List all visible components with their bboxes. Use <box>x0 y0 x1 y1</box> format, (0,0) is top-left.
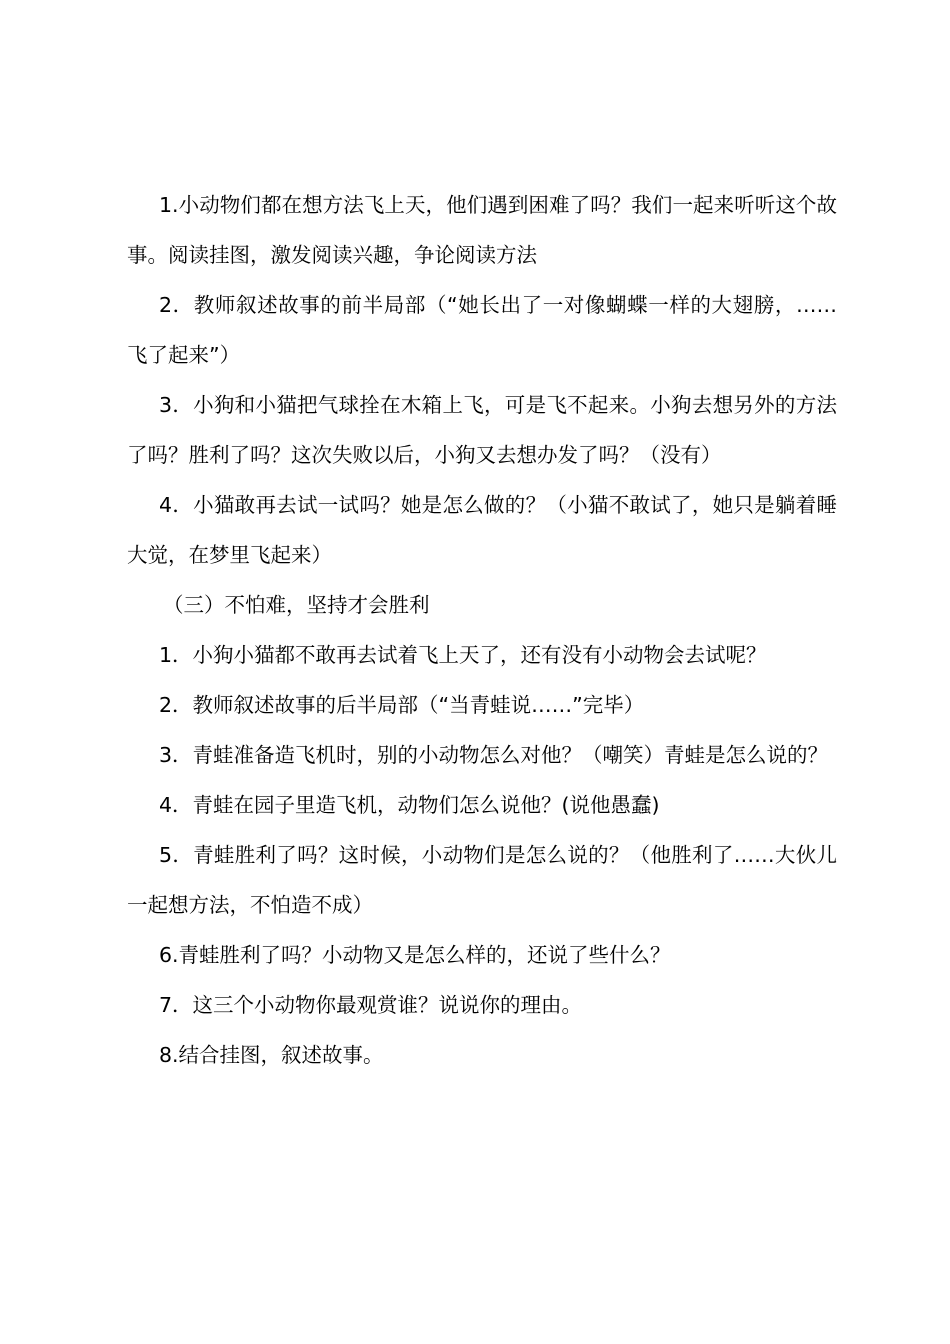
paragraph-10: 6.青蛙胜利了吗？小动物又是怎么样的，还说了些什么？ <box>159 943 671 967</box>
paragraph-8: 4．青蛙在园子里造飞机，动物们怎么说他？(说他愚蠢) <box>159 793 660 817</box>
paragraph-7: 3．青蛙准备造飞机时，别的小动物怎么对他？（嘲笑）青蛙是怎么说的？ <box>159 743 829 767</box>
paragraph-9: 5．青蛙胜利了吗？这时候，小动物们是怎么说的？（他胜利了……大伙儿一起想方法，不怕造不成） <box>127 843 837 917</box>
paragraph-3: 3．小狗和小猫把气球拴在木箱上飞，可是飞不起来。小狗去想另外的方法了吗？胜利了吗？这次失败以后，小狗又去想办发了吗？（没有） <box>127 393 837 467</box>
document-body <box>127 180 837 1080</box>
paragraph-2: 2．教师叙述故事的前半局部（“她长出了一对像蝴蝶一样的大翅膀，……飞了起来”） <box>127 293 837 367</box>
paragraph-5: 1．小狗小猫都不敢再去试着飞上天了，还有没有小动物会去试呢？ <box>159 643 767 667</box>
paragraph-6: 2．教师叙述故事的后半局部（“当青蛙说……”完毕） <box>159 693 645 717</box>
paragraph-1: 1.小动物们都在想方法飞上天，他们遇到困难了吗？我们一起来听听这个故事。阅读挂图，激发阅读兴趣，争论阅读方法 <box>127 193 837 267</box>
paragraph-12: 8.结合挂图，叙述故事。 <box>159 1043 384 1067</box>
paragraph-4: 4．小猫敢再去试一试吗？她是怎么做的？（小猫不敢试了，她只是躺着睡大觉，在梦里飞起来） <box>127 493 837 567</box>
paragraph-11: 7．这三个小动物你最观赏谁？说说你的理由。 <box>159 993 583 1017</box>
section-heading: （三）不怕难，坚持才会胜利 <box>163 593 430 617</box>
